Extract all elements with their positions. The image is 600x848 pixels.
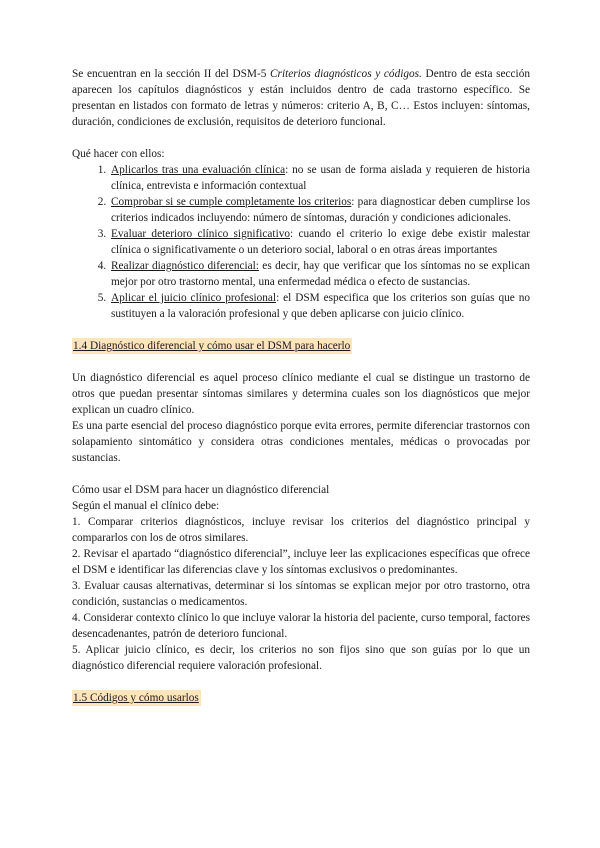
- how-to-use-heading: Cómo usar el DSM para hacer un diagnóstico diferencial: [72, 484, 330, 496]
- list-item-text: : cuando el criterio lo exige debe existir malestar clínica o significativamente o un deterioro social, laboral o en otras áreas importantes: [111, 228, 531, 256]
- list-item-label: Realizar diagnóstico diferencial:: [111, 260, 259, 272]
- section-heading-1-4: 1.4 Diagnóstico diferencial y cómo usar el DSM para hacerlo: [73, 340, 351, 352]
- list-item-text: : para diagnosticar deben cumplirse los criterios indicados incluyendo: número de síntomas, duración y condiciones adicionales.: [111, 196, 530, 224]
- intro-text-after: Dentro de esta sección aparecen los capítulos diagnósticos y están incluidos dentro de cada trastorno específico. Se presentan en listados con formato de letras y números: criterio A, B, C… Estos incluyen: síntomas, duración, condiciones de exclusión, requisitos de deterioro funcional.: [72, 68, 530, 128]
- step-item: 5. Aplicar juicio clínico, es decir, los criterios no son fijos sino que son guías por lo que un diagnóstico diferencial requiere valoración profesional.: [72, 644, 530, 672]
- differential-importance-paragraph: Es una parte esencial del proceso diagnóstico porque evita errores, permite diferenciar trastornos con solapamiento sintomático y considera otras condiciones mentales, médicas o provocadas por sustancias.: [72, 420, 530, 464]
- criteria-usage-list: [72, 162, 530, 322]
- document-page: [72, 66, 530, 706]
- list-item-label: Aplicarlos tras una evaluación clínica: [111, 164, 286, 176]
- list-item: [109, 258, 530, 290]
- intro-text-before: Se encuentran en la sección II del DSM-5: [72, 68, 271, 80]
- step-item: 2. Revisar el apartado “diagnóstico diferencial”, incluye leer las explicaciones específicas que ofrece el DSM e identificar las diferencias clave y los síntomas exclusivos o predominantes.: [72, 548, 530, 576]
- step-item: 4. Considerar contexto clínico lo que incluye valorar la historia del paciente, curso temporal, factores desencadenantes, patrón de deterioro funcional.: [72, 612, 530, 640]
- list-item: [109, 162, 530, 194]
- list-item-text: : no se usan de forma aislada y requieren de historia clínica, entrevista e información contextual: [111, 164, 530, 192]
- list-item-text: : el DSM especifica que los criterios son guías que no sustituyen a la valoración profesional y que deben aplicarse con juicio clínico.: [111, 292, 530, 320]
- step-item: 3. Evaluar causas alternativas, determinar si los síntomas se explican mejor por otro trastorno, otra condición, sustancias o medicamentos.: [72, 580, 530, 608]
- step-item: 1. Comparar criterios diagnósticos, incluye revisar los criterios del diagnóstico principal y compararlos con los de otros similares.: [72, 516, 530, 544]
- according-to-manual: Según el manual el clínico debe:: [72, 500, 220, 512]
- differential-definition-paragraph: Un diagnóstico diferencial es aquel proceso clínico mediante el cual se distingue un trastorno de otros que puedan presentar síntomas similares y determina cuales son los diagnósticos que mejor explican un cuadro clínico.: [72, 372, 530, 416]
- list-item-label: Comprobar si se cumple completamente los criterios: [111, 196, 352, 208]
- intro-paragraph: [72, 66, 530, 130]
- list-item-label: Evaluar deterioro clínico significativo: [111, 228, 291, 240]
- list-item: [109, 290, 530, 322]
- list-item: [109, 226, 530, 258]
- list-item-text: es decir, hay que verificar que los síntomas no se explican mejor por otro trastorno mental, una enfermedad médica o efecto de sustancias.: [111, 260, 531, 288]
- section-heading-1-5: 1.5 Códigos y cómo usarlos: [73, 692, 199, 704]
- list-item: [109, 194, 530, 226]
- what-to-do-heading: Qué hacer con ellos:: [72, 148, 165, 160]
- list-item-label: Aplicar el juicio clínico profesional: [111, 292, 277, 304]
- intro-text-italic: Criterios diagnósticos y códigos.: [270, 68, 422, 80]
